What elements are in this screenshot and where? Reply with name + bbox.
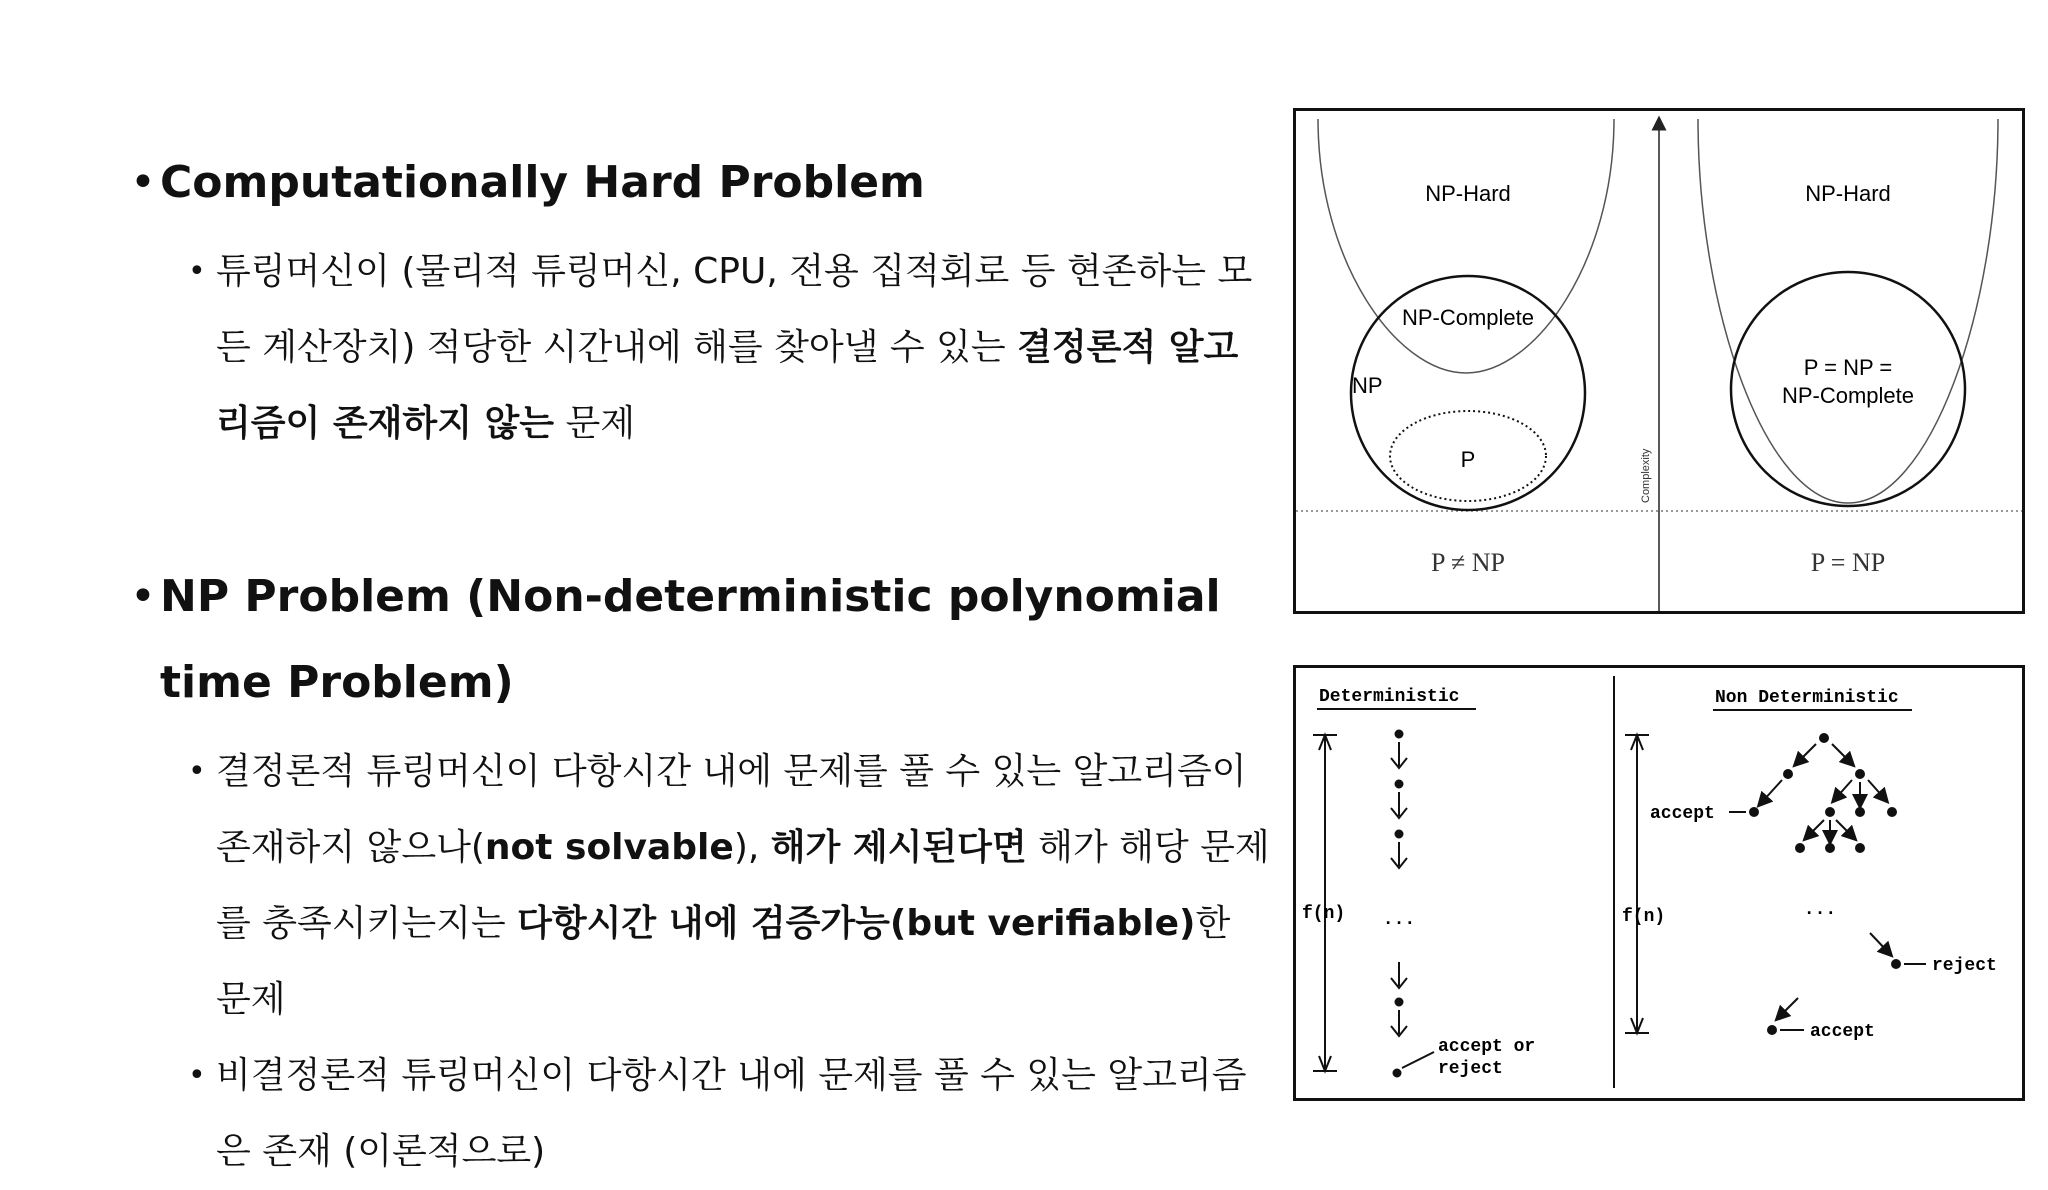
slide-content bbox=[130, 140, 1270, 1190]
accept-top-label: accept bbox=[1650, 804, 1715, 824]
right-merged-line2: NP-Complete bbox=[1781, 383, 1915, 408]
reject-label: reject bbox=[1438, 1059, 1503, 1079]
left-p-label: P bbox=[1460, 447, 1476, 472]
text: ), bbox=[733, 827, 771, 868]
bullet-computationally-hard bbox=[130, 140, 1270, 226]
p-neq-np-label: P ≠ NP bbox=[1430, 548, 1506, 577]
left-np-hard-label: NP-Hard bbox=[1425, 181, 1511, 206]
text: 해가 해당 문제를 충족시키는지는 bbox=[216, 827, 1270, 944]
emphasis: 다항시간 내에 검증가능(but verifiable) bbox=[517, 903, 1196, 944]
deterministic-path bbox=[1391, 731, 1434, 1077]
accept-bottom-label: accept bbox=[1810, 1022, 1875, 1042]
emphasis: 해가 제시된다면 bbox=[770, 827, 1027, 868]
text: 튜링머신이 (물리적 튜링머신, CPU, 전용 집적회로 등 현존하는 모든 계산장치) 적당한 시간내에 해를 찾아낼 수 있는 bbox=[216, 251, 1253, 368]
p-np-diagram bbox=[1293, 108, 2025, 614]
left-np-complete-label: NP-Complete bbox=[1401, 305, 1535, 330]
computation-tree-diagram bbox=[1293, 665, 2025, 1101]
left-fn-label: f(n) bbox=[1302, 904, 1346, 924]
nondeterministic-tree bbox=[1729, 734, 1926, 1034]
left-np-label: NP bbox=[1352, 373, 1383, 398]
bullet-np-definition bbox=[188, 734, 1270, 1038]
right-np-hard-curve bbox=[1698, 119, 1998, 503]
p-eq-np-label: P = NP bbox=[1810, 548, 1886, 577]
right-merged-line1: P = NP = bbox=[1803, 355, 1893, 380]
right-np-hard-label: NP-Hard bbox=[1805, 181, 1891, 206]
bullet2-title: NP Problem (Non-deterministic polynomial time Problem) bbox=[160, 571, 1221, 708]
text: 결정론적 튜링머신이 다항시간 내에 문제를 풀 수 있는 알고리즘이 존재하지 않으나( bbox=[216, 751, 1247, 868]
right-dots: ... bbox=[1803, 900, 1837, 920]
text: 문제 bbox=[554, 403, 636, 444]
deterministic-title: Deterministic bbox=[1319, 687, 1460, 707]
emphasis: 결정론적 알고리즘이 존재하지 않는 bbox=[216, 327, 1239, 444]
bullet-hard-definition bbox=[188, 234, 1270, 462]
reject-branch-label: reject bbox=[1932, 956, 1997, 976]
right-fn-label: f(n) bbox=[1622, 907, 1666, 927]
text: 한 문제 bbox=[216, 903, 1231, 1020]
bullet-nondeterministic bbox=[188, 1038, 1270, 1190]
accept-or-label: accept or bbox=[1438, 1037, 1536, 1057]
text: 비결정론적 튜링머신이 다항시간 내에 문제를 풀 수 있는 알고리즘은 존재 (이론적으로) bbox=[216, 1055, 1247, 1172]
axis-label: Complexity bbox=[1640, 448, 1652, 503]
bullet1-title: Computationally Hard Problem bbox=[160, 157, 925, 208]
bullet-np-problem bbox=[130, 554, 1270, 726]
emphasis: not solvable bbox=[484, 827, 734, 868]
nondeterministic-title: Non Deterministic bbox=[1715, 688, 1899, 708]
left-dots: ... bbox=[1382, 910, 1416, 930]
